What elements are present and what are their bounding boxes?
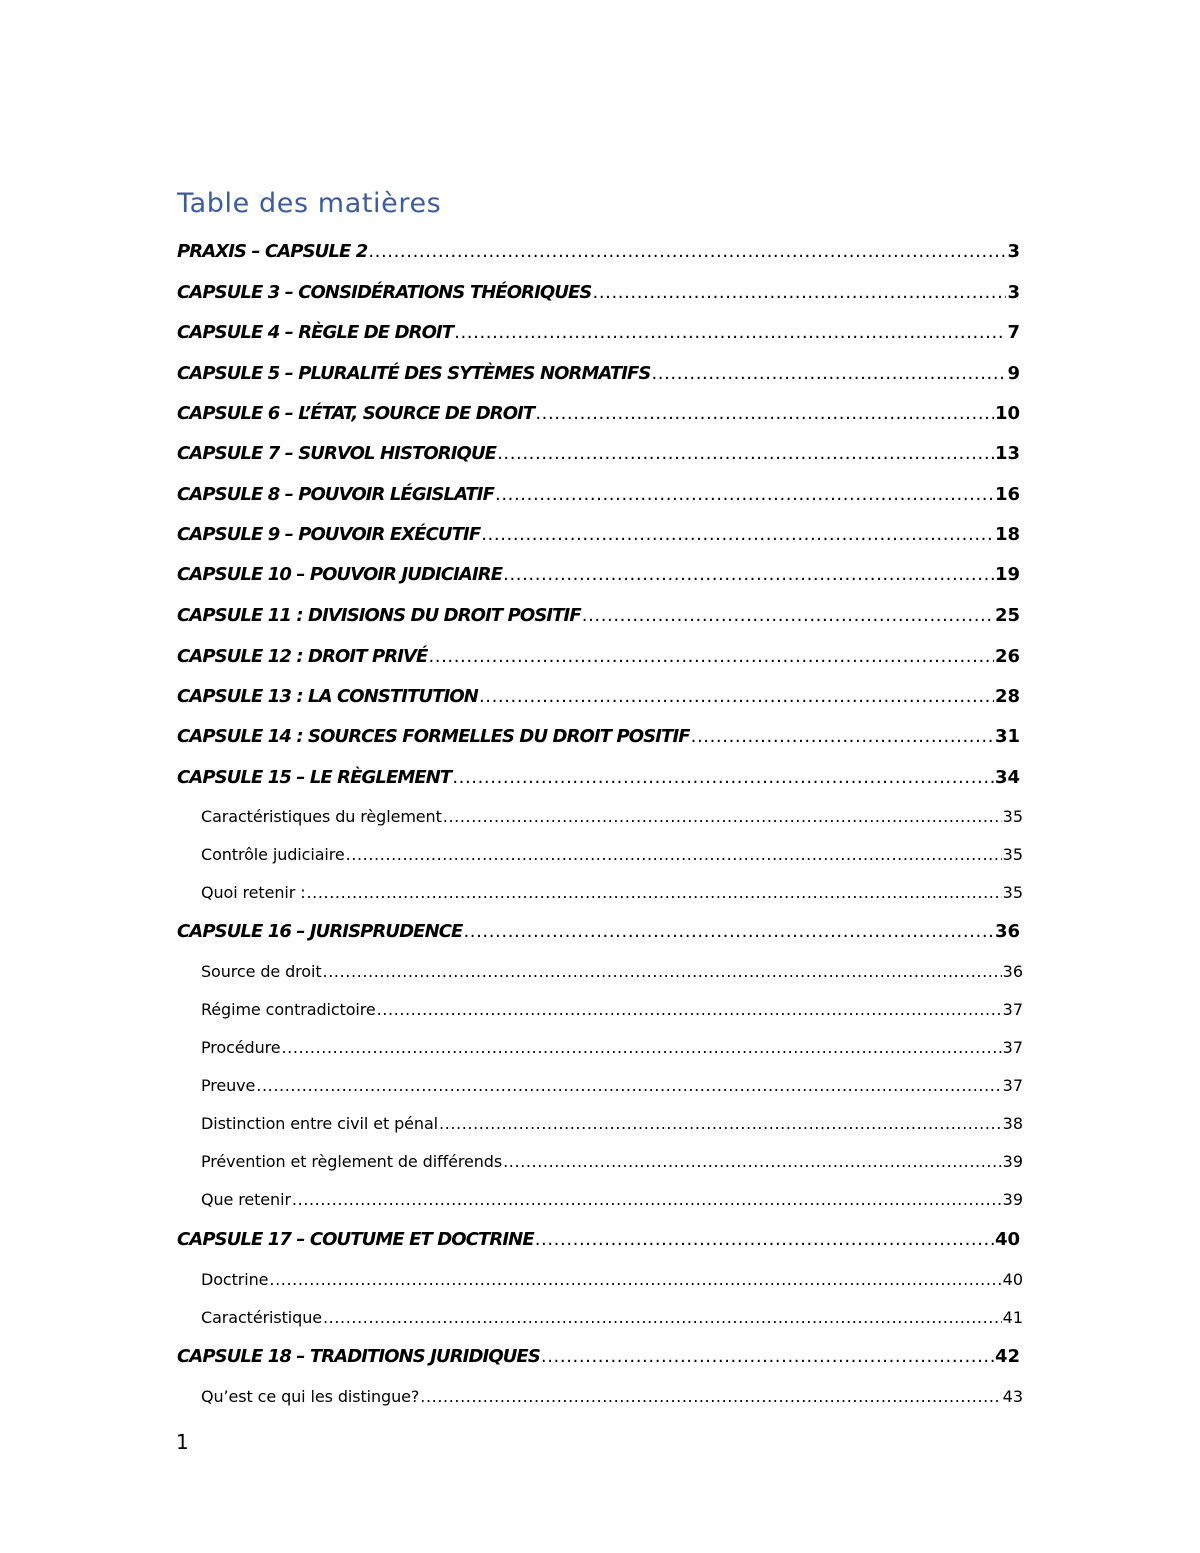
toc-entry-label: Procédure — [201, 1038, 281, 1057]
toc-page-number: 43 — [1002, 1387, 1023, 1406]
toc-entry[interactable] — [177, 442, 1020, 466]
toc-entry-label: CAPSULE 17 – COUTUME ET DOCTRINE — [177, 1229, 534, 1250]
toc-subentry[interactable] — [201, 1075, 1023, 1097]
toc-dot-leader — [497, 442, 994, 466]
toc-dot-leader — [651, 362, 1006, 386]
toc-page-number: 37 — [1002, 1076, 1023, 1095]
toc-dot-leader — [479, 685, 994, 709]
toc-entry-label: Prévention et règlement de différends — [201, 1152, 503, 1171]
toc-entry[interactable] — [177, 523, 1020, 547]
toc-entry[interactable] — [177, 920, 1020, 944]
toc-page-number: 42 — [994, 1346, 1020, 1367]
toc-subentry[interactable] — [201, 1269, 1023, 1291]
toc-dot-leader — [323, 961, 1002, 983]
toc-page-number: 16 — [994, 484, 1020, 505]
toc-page-number: 35 — [1002, 845, 1023, 864]
toc-page-number: 7 — [1007, 322, 1020, 343]
toc-dot-leader — [452, 766, 994, 790]
toc-dot-leader — [463, 920, 993, 944]
toc-entry-label: CAPSULE 11 : DIVISIONS DU DROIT POSITIF — [177, 605, 581, 626]
toc-page-number: 35 — [1002, 883, 1023, 902]
toc-entry[interactable] — [177, 685, 1020, 709]
toc-page-number: 34 — [994, 767, 1020, 788]
toc-entry-label: Que retenir — [201, 1190, 291, 1209]
toc-dot-leader — [377, 999, 1002, 1021]
toc-page-number: 38 — [1002, 1114, 1023, 1133]
toc-entry[interactable] — [177, 281, 1020, 305]
toc-dot-leader — [495, 483, 994, 507]
toc-entry[interactable] — [177, 563, 1020, 587]
toc-dot-leader — [368, 240, 1006, 264]
toc-page-number: 40 — [1002, 1270, 1023, 1289]
toc-entry[interactable] — [177, 240, 1020, 264]
toc-dot-leader — [323, 1307, 1002, 1329]
toc-dot-leader — [269, 1269, 1001, 1291]
toc-entry-label: CAPSULE 3 – CONSIDÉRATIONS THÉORIQUES — [177, 282, 592, 303]
toc-dot-leader — [306, 882, 1001, 904]
toc-entry-label: Quoi retenir : — [201, 883, 306, 902]
toc-page-number: 35 — [1002, 807, 1023, 826]
toc-subentry[interactable] — [201, 1151, 1023, 1173]
toc-entry-label: CAPSULE 10 – POUVOIR JUDICIAIRE — [177, 564, 503, 585]
toc-dot-leader — [420, 1386, 1001, 1408]
toc-subentry[interactable] — [201, 1037, 1023, 1059]
toc-entry-label: PRAXIS – CAPSULE 2 — [177, 241, 368, 262]
toc-dot-leader — [282, 1037, 1002, 1059]
toc-page-number: 36 — [1002, 962, 1023, 981]
toc-page-number: 19 — [994, 564, 1020, 585]
toc-entry-label: Qu’est ce qui les distingue? — [201, 1387, 420, 1406]
toc-entry-label: Preuve — [201, 1076, 256, 1095]
toc-dot-leader — [256, 1075, 1001, 1097]
toc-entry[interactable] — [177, 725, 1020, 749]
toc-entry-label: CAPSULE 8 – POUVOIR LÉGISLATIF — [177, 484, 495, 505]
toc-page-number: 3 — [1007, 241, 1020, 262]
toc-dot-leader — [454, 321, 1006, 345]
toc-page-number: 13 — [994, 443, 1020, 464]
toc-entry[interactable] — [177, 766, 1020, 790]
toc-entry-label: Contrôle judiciaire — [201, 845, 345, 864]
toc-dot-leader — [503, 563, 994, 587]
toc-subentry[interactable] — [201, 1189, 1023, 1211]
toc-entry-label: CAPSULE 18 – TRADITIONS JURIDIQUES — [177, 1346, 540, 1367]
toc-entry-label: CAPSULE 5 – PLURALITÉ DES SYTÈMES NORMATIFS — [177, 363, 651, 384]
toc-entry[interactable] — [177, 362, 1020, 386]
toc-page-number: 26 — [994, 646, 1020, 667]
toc-page-number: 10 — [994, 403, 1020, 424]
toc-dot-leader — [428, 645, 993, 669]
toc-page-number: 40 — [994, 1229, 1020, 1250]
toc-entry-label: Doctrine — [201, 1270, 269, 1289]
toc-entry[interactable] — [177, 1228, 1020, 1252]
toc-entry[interactable] — [177, 645, 1020, 669]
toc-page-number: 25 — [994, 605, 1020, 626]
toc-entry-label: CAPSULE 13 : LA CONSTITUTION — [177, 686, 478, 707]
toc-subentry[interactable] — [201, 1307, 1023, 1329]
toc-entry-label: CAPSULE 7 – SURVOL HISTORIQUE — [177, 443, 497, 464]
toc-dot-leader — [582, 604, 994, 628]
toc-subentry[interactable] — [201, 806, 1023, 828]
toc-page-number: 37 — [1002, 1038, 1023, 1057]
toc-entry-label: Caractéristiques du règlement — [201, 807, 442, 826]
toc-subentry[interactable] — [201, 999, 1023, 1021]
toc-dot-leader — [439, 1113, 1002, 1135]
toc-entry[interactable] — [177, 1345, 1020, 1369]
toc-entry-label: Distinction entre civil et pénal — [201, 1114, 438, 1133]
toc-dot-leader — [443, 806, 1002, 828]
toc-entry-label: CAPSULE 9 – POUVOIR EXÉCUTIF — [177, 524, 481, 545]
toc-page-number: 39 — [1002, 1152, 1023, 1171]
toc-dot-leader — [541, 1345, 994, 1369]
toc-entry-label: CAPSULE 4 – RÈGLE DE DROIT — [177, 322, 454, 343]
toc-entry-label: CAPSULE 14 : SOURCES FORMELLES DU DROIT POSITIF — [177, 726, 690, 747]
toc-page-number: 41 — [1002, 1308, 1023, 1327]
toc-entry-label: Régime contradictoire — [201, 1000, 376, 1019]
toc-page-number: 37 — [1002, 1000, 1023, 1019]
toc-page-number: 36 — [994, 921, 1020, 942]
toc-dot-leader — [593, 281, 1007, 305]
toc-entry[interactable] — [177, 321, 1020, 345]
toc-entry-label: Caractéristique — [201, 1308, 322, 1327]
toc-entry[interactable] — [177, 604, 1020, 628]
toc-dot-leader — [691, 725, 994, 749]
toc-page-number: 39 — [1002, 1190, 1023, 1209]
toc-subentry[interactable] — [201, 1113, 1023, 1135]
toc-entry[interactable] — [177, 402, 1020, 426]
toc-entry-label: CAPSULE 16 – JURISPRUDENCE — [177, 921, 463, 942]
toc-subentry[interactable] — [201, 1386, 1023, 1408]
toc-page-number: 31 — [994, 726, 1020, 747]
toc-page-number: 18 — [994, 524, 1020, 545]
toc-page-number: 9 — [1007, 363, 1020, 384]
toc-subentry[interactable] — [201, 844, 1023, 866]
toc-page-number: 28 — [994, 686, 1020, 707]
toc-dot-leader — [503, 1151, 1002, 1173]
toc-dot-leader — [535, 1228, 994, 1252]
toc-subentry[interactable] — [201, 882, 1023, 904]
toc-page-number: 3 — [1007, 282, 1020, 303]
toc-subentry[interactable] — [201, 961, 1023, 983]
toc-dot-leader — [535, 402, 994, 426]
toc-entry-label: CAPSULE 12 : DROIT PRIVÉ — [177, 646, 428, 667]
toc-entry-label: CAPSULE 6 – L’ÉTAT, SOURCE DE DROIT — [177, 403, 535, 424]
toc-entry[interactable] — [177, 483, 1020, 507]
toc-dot-leader — [292, 1189, 1002, 1211]
toc-entry-label: Source de droit — [201, 962, 322, 981]
toc-dot-leader — [481, 523, 994, 547]
toc-dot-leader — [346, 844, 1002, 866]
page-number: 1 — [176, 1430, 189, 1454]
toc-heading: Table des matières — [177, 188, 442, 219]
toc-entry-label: CAPSULE 15 – LE RÈGLEMENT — [177, 767, 452, 788]
